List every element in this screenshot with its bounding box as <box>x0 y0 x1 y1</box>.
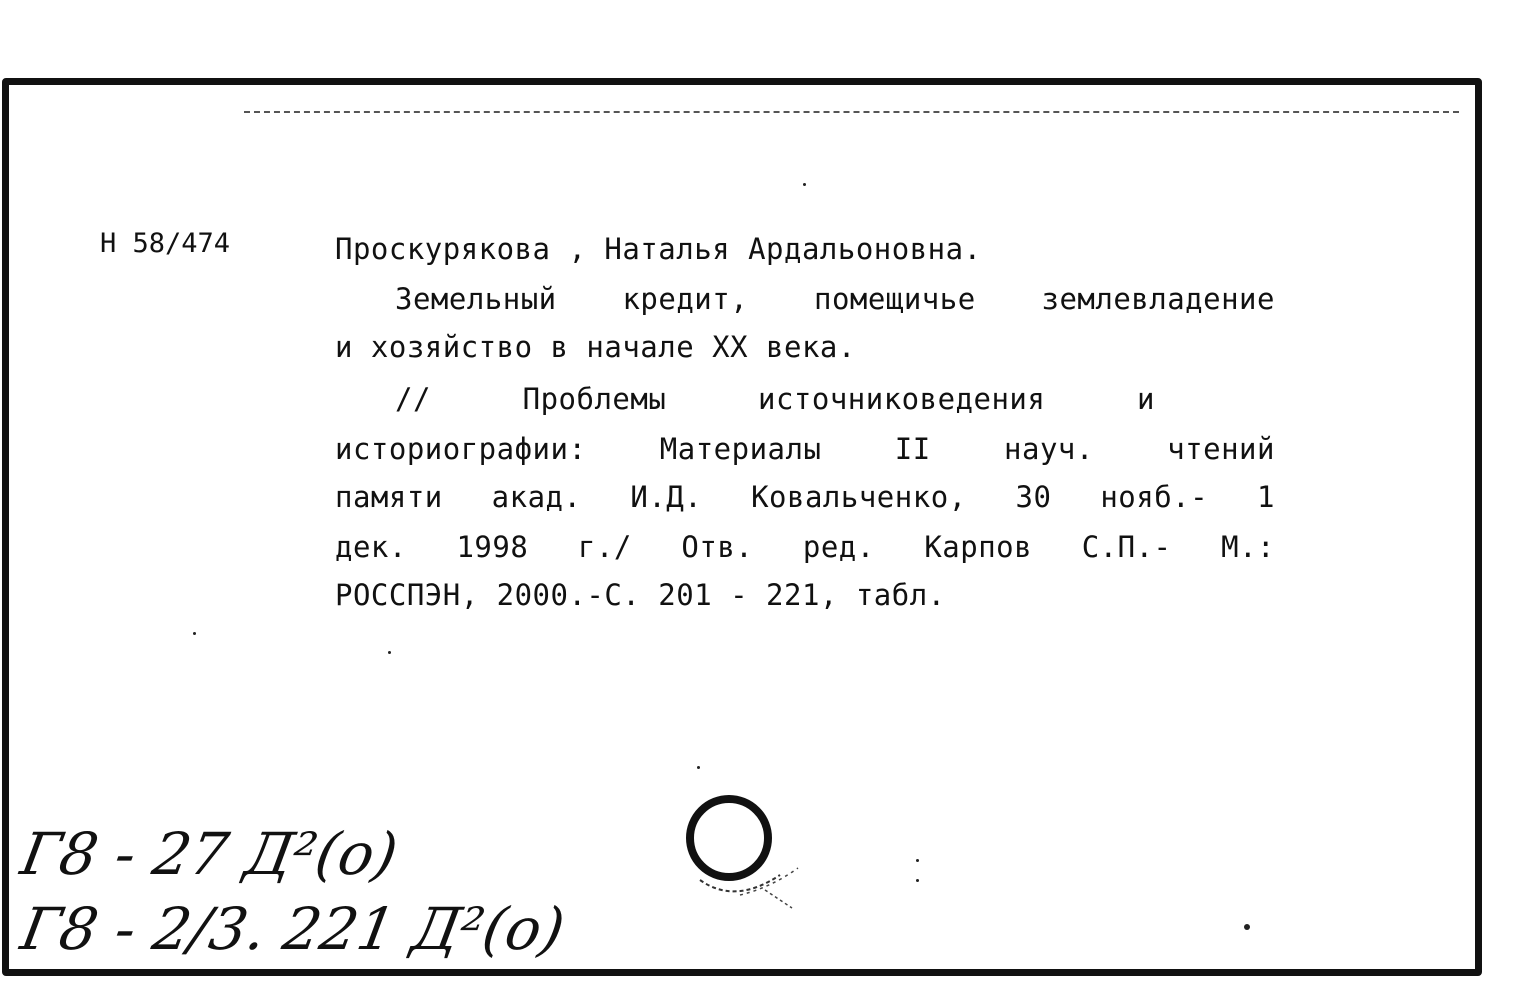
speck <box>388 651 391 654</box>
source-word: ред. <box>802 530 875 564</box>
title-word: Земельный <box>395 282 557 316</box>
author-line: Проскурякова , Наталья Ардальоновна. <box>335 232 982 266</box>
scratch-marks <box>680 840 810 920</box>
speck <box>916 879 919 882</box>
source-word: дек. <box>335 530 407 564</box>
speck <box>697 766 700 769</box>
source-line-3 <box>335 480 1275 514</box>
speck <box>193 632 196 635</box>
source-word: И.Д. <box>630 480 703 514</box>
top-dashed-rule <box>244 111 1459 113</box>
source-word: 30 <box>1015 480 1052 514</box>
source-word: и <box>1137 382 1155 416</box>
source-word: II <box>894 432 931 466</box>
source-line-5: РОССПЭН, 2000.-С. 201 - 221, табл. <box>335 578 946 612</box>
speck <box>803 183 806 186</box>
source-word: Материалы <box>659 432 822 466</box>
handwritten-shelfmark-1: Г8 - 27 Д²(о) <box>16 820 403 888</box>
source-word: М.: <box>1221 530 1275 564</box>
source-word: источниковедения <box>757 382 1046 416</box>
title-line-1 <box>395 282 1275 316</box>
source-word: нояб.- <box>1100 480 1209 514</box>
source-word: С.П.- <box>1081 530 1172 564</box>
speck <box>1244 924 1250 930</box>
source-word: // <box>395 382 431 416</box>
source-word: Проблемы <box>522 382 667 416</box>
source-word: 1998 <box>456 530 529 564</box>
title-word: помещичье <box>814 282 976 316</box>
source-line-4 <box>335 530 1275 564</box>
source-word: г./ <box>577 530 632 564</box>
source-word: памяти <box>335 480 443 514</box>
source-word: науч. <box>1004 432 1094 466</box>
source-line-2 <box>335 432 1275 466</box>
handwritten-shelfmark-2: Г8 - 2/3. 221 Д²(о) <box>16 895 570 963</box>
title-word: кредит, <box>622 282 749 316</box>
call-number: Н 58/474 <box>100 228 231 259</box>
source-word: 1 <box>1256 480 1275 514</box>
source-line-1 <box>395 382 1155 416</box>
source-word: историографии: <box>335 432 587 466</box>
speck <box>916 859 919 862</box>
source-word: Карпов <box>924 530 1033 564</box>
title-line-2: и хозяйство в начале XX века. <box>335 330 856 364</box>
source-word: акад. <box>491 480 582 514</box>
source-word: чтений <box>1167 432 1275 466</box>
title-word: землевладение <box>1041 282 1275 316</box>
source-word: Ковальченко, <box>751 480 967 514</box>
source-word: Отв. <box>681 530 754 564</box>
